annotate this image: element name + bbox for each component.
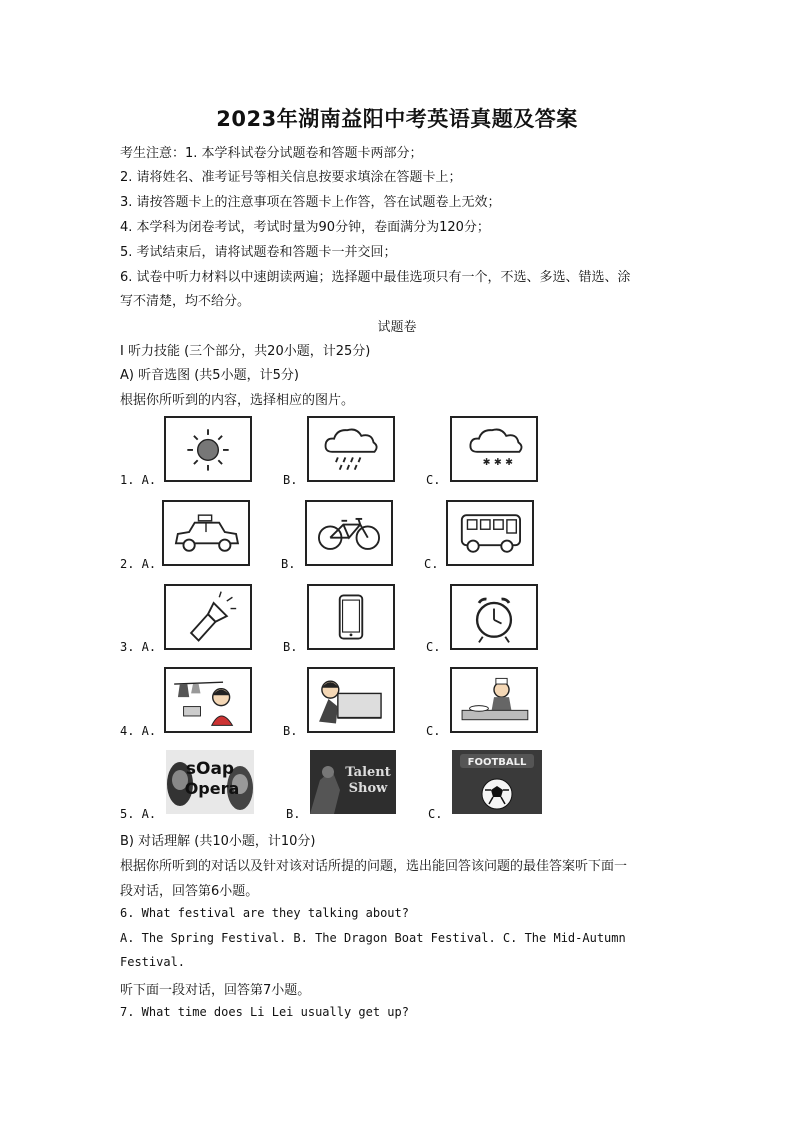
football-title: FOOTBALL [467,757,527,768]
option-5c [452,750,542,814]
phone-icon [309,586,393,648]
row3-label-b: B. [283,640,298,654]
partB-instruction-2: 段对话，回答第6小题。 [120,884,259,899]
row2-label-a: 2. A. [120,557,157,571]
option-5a [166,750,254,814]
row4-label-b: B. [283,724,298,738]
partB-instruction-1: 根据你所听到的对话以及针对该对话所提的问题，选出能回答该问题的最佳答案听下面一 [120,859,628,874]
sun-icon [166,418,250,480]
question-6: 6. What festival are they talking about? [120,906,409,920]
page-title: 2023年湖南益阳中考英语真题及答案 [216,107,578,131]
question-7: 7. What time does Li Lei usually get up? [120,1005,409,1019]
row2-label-b: B. [281,557,296,571]
svg-text:✱: ✱ [482,456,491,468]
notice-line-3: 3. 请按答题卡上的注意事项在答题卡上作答，答在试题卷上无效； [120,195,501,210]
row3-label-a: 3. A. [120,640,157,654]
question-7-intro: 听下面一段对话，回答第7小题。 [120,983,311,998]
taxi-icon [164,502,248,564]
row4-label-c: C. [426,724,441,738]
row5-label-b: B. [286,807,301,821]
question-6-options-cont: Festival. [120,955,186,969]
row1-label-a: 1. A. [120,473,157,487]
part1-title: I 听力技能 (三个部分，共20小题，计25分) [120,344,371,359]
partB-title: B) 对话理解 (共10小题，计10分) [120,834,316,849]
cooking-child-icon [452,669,536,731]
talent-show-poster [310,750,396,814]
option-1a [164,416,252,482]
option-4b [307,667,395,733]
option-4a [164,667,252,733]
bicycle-icon [307,502,391,564]
flashlight-icon [166,586,250,648]
row4-label-a: 4. A. [120,724,157,738]
option-1b [307,416,395,482]
option-2a [162,500,250,566]
notice-line-1: 考生注意：1. 本学科试卷分试题卷和答题卡两部分； [120,146,423,161]
partA-title: A) 听音选图 (共5小题，计5分) [120,368,299,383]
row5-label-a: 5. A. [120,807,157,821]
option-2b [305,500,393,566]
notice-line-6: 6. 试卷中听力材料以中速朗读两遍；选择题中最佳选项只有一个，不选、多选、错选、涂 [120,270,631,285]
soap-title-line1: sOap [185,759,235,779]
laundry-icon [166,669,250,731]
option-3b [307,584,395,650]
option-5b [310,750,396,814]
row2-label-c: C. [424,557,439,571]
reading-child-icon [309,669,393,731]
option-3a [164,584,252,650]
partA-instruction: 根据你所听到的内容，选择相应的图片。 [120,393,355,408]
option-1c [450,416,538,482]
option-4c [450,667,538,733]
bus-icon [448,502,532,564]
row1-label-b: B. [283,473,298,487]
alarm-clock-icon [452,586,536,648]
option-3c [450,584,538,650]
section-title: 试题卷 [377,320,417,335]
soap-opera-poster [166,750,254,814]
talent-title-line2: Show [348,781,388,796]
talent-title-line1: Talent [345,765,391,780]
notice-line-4: 4. 本学科为闭卷考试，考试时量为90分钟，卷面满分为120分； [120,220,490,235]
option-2c [446,500,534,566]
notice-line-2: 2. 请将姓名、准考证号等相关信息按要求填涂在答题卡上； [120,170,462,185]
snow-cloud-icon [452,418,536,480]
svg-text:✱: ✱ [505,456,514,468]
row3-label-c: C. [426,640,441,654]
row5-label-c: C. [428,807,443,821]
svg-text:✱: ✱ [494,456,502,468]
question-6-options: A. The Spring Festival. B. The Dragon Boat Festival. C. The Mid-Autumn [120,931,626,945]
soap-title-line2: Opera [184,779,240,798]
row1-label-c: C. [426,473,441,487]
notice-line-7: 写不清楚，均不给分。 [120,294,251,309]
notice-line-5: 5. 考试结束后，请将试题卷和答题卡一并交回； [120,245,397,260]
football-poster [452,750,542,814]
rain-cloud-icon [309,418,393,480]
